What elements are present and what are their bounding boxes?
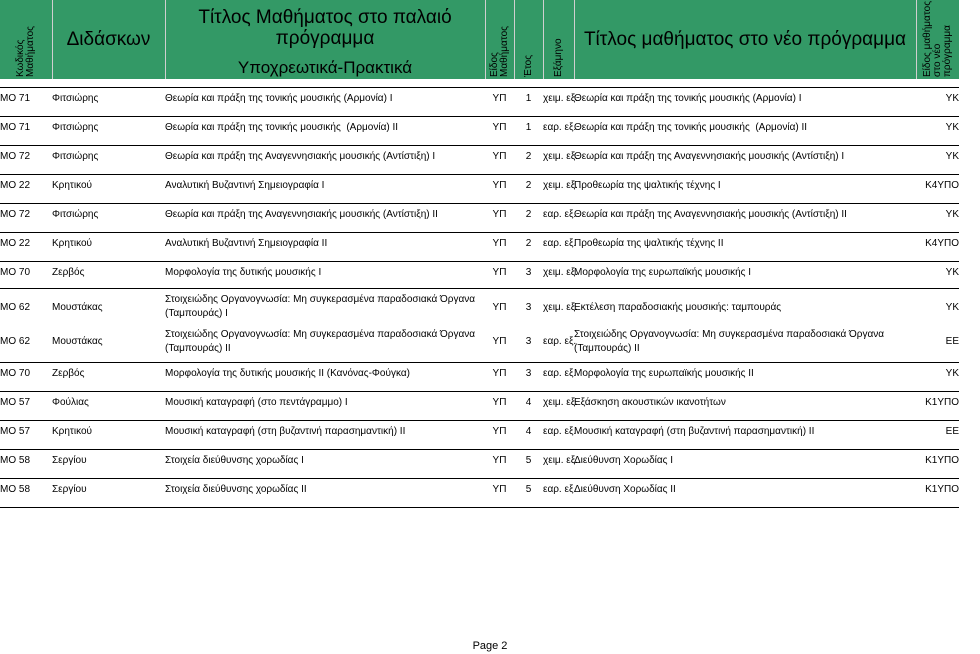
- course-type: ΥΠ: [492, 150, 507, 162]
- semester: χειμ. εξ.: [543, 301, 578, 313]
- new-title: Θεωρία και πράξη της Αναγεννησιακής μουσικής (Αντίστιξη) ΙΙ: [574, 208, 847, 220]
- new-title: Διεύθυνση Χορωδίας Ι: [574, 454, 674, 466]
- semester: χειμ. εξ.: [543, 179, 578, 191]
- new-type: ΕΕ: [945, 336, 959, 347]
- course-code: ΜΟ 71: [0, 92, 31, 104]
- teacher: Κρητικού: [52, 179, 92, 191]
- new-type: ΥΚ: [945, 92, 959, 104]
- semester: εαρ. εξ.: [543, 208, 577, 220]
- course-type: ΥΠ: [492, 208, 507, 220]
- new-type: ΥΚ: [945, 367, 959, 379]
- course-code: ΜΟ 70: [0, 266, 31, 278]
- header-old-title: Τίτλος Μαθήματος στο παλαιό πρόγραμμα: [165, 0, 485, 56]
- year: 3: [525, 336, 532, 347]
- year: 4: [525, 425, 532, 437]
- old-title: Μορφολογία της δυτικής μουσικής ΙΙ (Κανόνας-Φούγκα): [165, 367, 410, 379]
- course-type: ΥΠ: [492, 454, 507, 466]
- old-title: Στοιχεία διεύθυνσης χορωδίας Ι: [165, 454, 304, 466]
- course-code: ΜΟ 58: [0, 483, 31, 495]
- new-title: Εξάσκηση ακουστικών ικανοτήτων: [574, 396, 726, 408]
- course-code: ΜΟ 62: [0, 301, 31, 313]
- year: 3: [525, 266, 532, 278]
- course-type: ΥΠ: [492, 266, 507, 278]
- semester: εαρ. εξ.: [543, 336, 577, 347]
- new-title: Θεωρία και πράξη της τονικής μουσικής (Αρμονία) ΙΙ: [574, 121, 808, 133]
- teacher: Φιτσιώρης: [52, 208, 99, 220]
- old-title: Θεωρία και πράξη της τονικής μουσικής (Αρμονία) Ι: [165, 92, 393, 104]
- course-type: ΥΠ: [492, 301, 507, 313]
- teacher: Ζερβός: [52, 266, 85, 278]
- table-row: [0, 204, 959, 225]
- new-type: ΥΚ: [945, 150, 959, 162]
- table-row: [0, 421, 959, 442]
- new-title: Προθεωρία της ψαλτικής τέχνης ΙΙ: [574, 237, 724, 249]
- new-title: Διεύθυνση Χορωδίας ΙΙ: [574, 483, 676, 495]
- teacher: Ζερβός: [52, 367, 85, 379]
- year: 1: [525, 92, 532, 104]
- year: 3: [525, 367, 532, 379]
- table-row: [0, 175, 959, 196]
- teacher: Κρητικού: [52, 237, 92, 249]
- course-code: ΜΟ 72: [0, 150, 31, 162]
- semester: εαρ. εξ.: [543, 483, 577, 495]
- table-row: [0, 479, 959, 500]
- old-title: Στοιχεία διεύθυνσης χορωδίας ΙΙ: [165, 483, 307, 495]
- teacher: Μουστάκας: [52, 336, 103, 347]
- old-title: Μουσική καταγραφή (στη βυζαντινή παρασημαντική) ΙΙ: [165, 425, 406, 437]
- course-type: ΥΠ: [492, 396, 507, 408]
- year: 5: [525, 483, 532, 495]
- course-code: ΜΟ 22: [0, 179, 31, 191]
- table-row: [0, 450, 959, 471]
- course-code: ΜΟ 72: [0, 208, 31, 220]
- course-code: ΜΟ 70: [0, 367, 31, 379]
- teacher: Μουστάκας: [52, 301, 103, 313]
- year: 2: [525, 179, 532, 191]
- teacher: Σεργίου: [52, 483, 87, 495]
- new-title: Θεωρία και πράξη της τονικής μουσικής (Αρμονία) Ι: [574, 92, 802, 104]
- year: 2: [525, 208, 532, 220]
- new-type: ΥΚ: [945, 266, 959, 278]
- semester: χειμ. εξ.: [543, 150, 578, 162]
- old-title: Μορφολογία της δυτικής μουσικής Ι: [165, 266, 322, 278]
- year: 4: [525, 396, 532, 408]
- semester: εαρ. εξ.: [543, 237, 577, 249]
- new-type: ΥΚ: [945, 208, 959, 220]
- header-new-title: Τίτλος μαθήματος στο νέο πρόγραμμα: [574, 0, 916, 79]
- semester: χειμ. εξ.: [543, 454, 578, 466]
- new-type: Κ1ΥΠΟ: [925, 454, 959, 466]
- teacher: Φούλιας: [52, 396, 89, 408]
- header-teacher: Διδάσκων: [52, 0, 165, 79]
- course-type: ΥΠ: [492, 367, 507, 379]
- old-title: Μουσική καταγραφή (στο πεντάγραμμο) Ι: [165, 396, 348, 408]
- year: 2: [525, 150, 532, 162]
- new-type: ΥΚ: [945, 301, 959, 313]
- table-row: [0, 233, 959, 254]
- teacher: Φιτσιώρης: [52, 121, 99, 133]
- old-title: Στοιχειώδης Οργανογνωσία: Μη συγκερασμένα παραδοσιακά Όργανα (Ταμπουράς) ΙΙ: [165, 328, 476, 354]
- course-code: ΜΟ 71: [0, 121, 31, 133]
- course-type: ΥΠ: [492, 179, 507, 191]
- semester: χειμ. εξ.: [543, 92, 578, 104]
- new-title: Στοιχειώδης Οργανογνωσία: Μη συγκερασμένα παραδοσιακά Όργανα (Ταμπουράς) ΙΙ: [574, 328, 885, 354]
- new-type: ΥΚ: [945, 121, 959, 133]
- new-title: Μορφολογία της ευρωπαϊκής μουσικής Ι: [574, 266, 752, 278]
- old-title: Αναλυτική Βυζαντινή Σημειογραφία Ι: [165, 179, 325, 191]
- header-year: Έτος: [514, 0, 543, 79]
- year: 1: [525, 121, 532, 133]
- old-title: Θεωρία και πράξη της Αναγεννησιακής μουσικής (Αντίστιξη) Ι: [165, 150, 436, 162]
- table-row: [0, 363, 959, 384]
- semester: εαρ. εξ.: [543, 367, 577, 379]
- teacher: Σεργίου: [52, 454, 87, 466]
- table-row: [0, 325, 959, 358]
- header-type: Είδος Μαθήματος: [485, 0, 514, 79]
- old-title: Αναλυτική Βυζαντινή Σημειογραφία ΙΙ: [165, 237, 328, 249]
- header-new-type: Είδος μαθήματος στο νέο πρόγραμμα: [921, 0, 953, 77]
- teacher: Κρητικού: [52, 425, 92, 437]
- semester: εαρ. εξ.: [543, 121, 577, 133]
- section-subtitle: Υποχρεωτικά-Πρακτικά: [165, 56, 485, 79]
- table-header: [0, 0, 959, 56]
- table-row: [0, 88, 959, 109]
- table-row: [0, 146, 959, 167]
- course-code: ΜΟ 57: [0, 425, 31, 437]
- semester: εαρ. εξ.: [543, 425, 577, 437]
- teacher: Φιτσιώρης: [52, 92, 99, 104]
- semester: χειμ. εξ.: [543, 396, 578, 408]
- table-row: [0, 117, 959, 138]
- new-title: Προθεωρία της ψαλτικής τέχνης Ι: [574, 179, 721, 191]
- table-body: [0, 79, 959, 508]
- semester: χειμ. εξ.: [543, 266, 578, 278]
- course-code: ΜΟ 58: [0, 454, 31, 466]
- course-type: ΥΠ: [492, 483, 507, 495]
- new-title: Εκτέλεση παραδοσιακής μουσικής: ταμπουράς: [574, 301, 782, 313]
- new-type: Κ4ΥΠΟ: [925, 237, 959, 249]
- new-type: Κ1ΥΠΟ: [925, 483, 959, 495]
- page-number: Page 2: [472, 640, 508, 652]
- table-row: [0, 262, 959, 283]
- course-type: ΥΠ: [492, 92, 507, 104]
- new-title: Μορφολογία της ευρωπαϊκής μουσικής ΙΙ: [574, 367, 754, 379]
- year: 2: [525, 237, 532, 249]
- new-type: Κ1ΥΠΟ: [925, 396, 959, 408]
- new-title: Θεωρία και πράξη της Αναγεννησιακής μουσικής (Αντίστιξη) Ι: [574, 150, 845, 162]
- course-code: ΜΟ 22: [0, 237, 31, 249]
- new-type: Κ4ΥΠΟ: [925, 179, 959, 191]
- table-row: [0, 392, 959, 413]
- old-title: Στοιχειώδης Οργανογνωσία: Μη συγκερασμένα παραδοσιακά Όργανα (Ταμπουράς) Ι: [165, 294, 476, 319]
- old-title: Θεωρία και πράξη της Αναγεννησιακής μουσικής (Αντίστιξη) ΙΙ: [165, 208, 438, 220]
- year: 3: [525, 301, 532, 313]
- course-type: ΥΠ: [492, 237, 507, 249]
- header-semester: Εξάμηνο: [543, 0, 574, 79]
- new-type: ΕΕ: [945, 425, 959, 437]
- new-title: Μουσική καταγραφή (στη βυζαντινή παρασημαντική) ΙΙ: [574, 425, 815, 437]
- course-type: ΥΠ: [492, 425, 507, 437]
- course-type: ΥΠ: [492, 121, 507, 133]
- year: 5: [525, 454, 532, 466]
- course-code: ΜΟ 62: [0, 336, 31, 347]
- old-title: Θεωρία και πράξη της τονικής μουσικής (Αρμονία) ΙΙ: [165, 121, 399, 133]
- table-row: [0, 289, 959, 326]
- teacher: Φιτσιώρης: [52, 150, 99, 162]
- course-type: ΥΠ: [492, 336, 507, 347]
- course-code: ΜΟ 57: [0, 396, 31, 408]
- header-code: Κωδικός Μαθήματος: [0, 0, 52, 79]
